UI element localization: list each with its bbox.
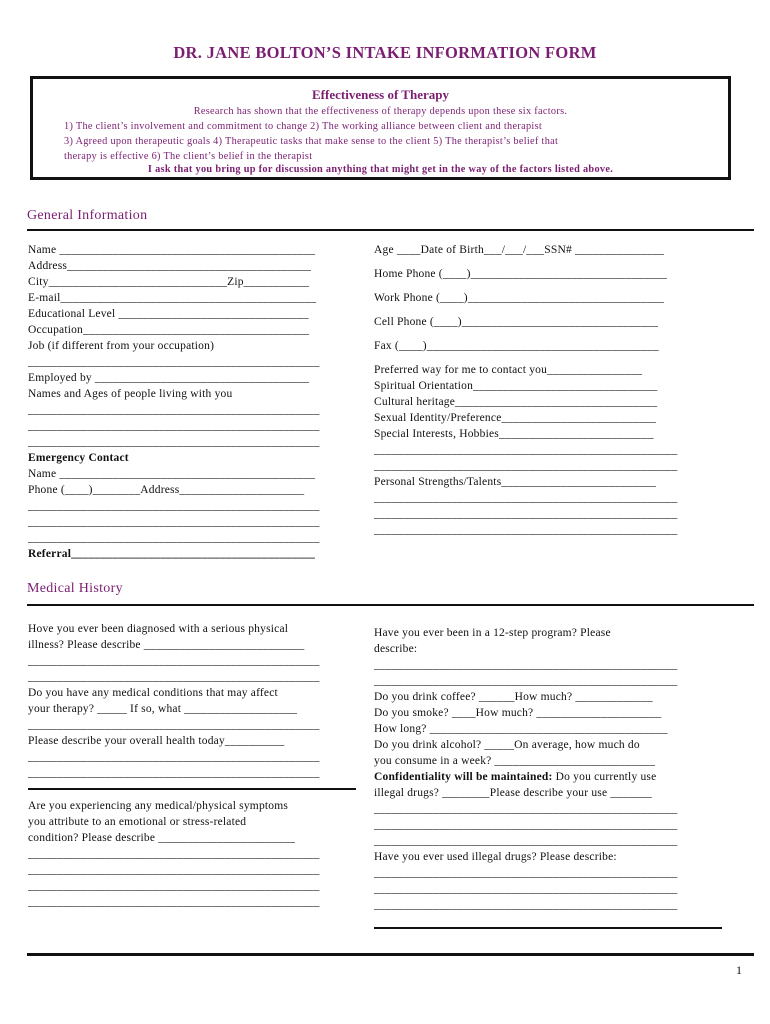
emergency-line[interactable]: _________________________________________________ — [28, 500, 320, 512]
effectiveness-factors-2: 3) Agreed upon therapeutic goals 4) Therapeutic tasks that make sense to the client 5) The therapist’s belief that — [64, 136, 559, 147]
effectiveness-factors-1: 1) The client’s involvement and commitment to change 2) The working alliance between client and therapist — [64, 121, 543, 132]
household-line[interactable]: _________________________________________________ — [28, 436, 320, 448]
smoke-duration-field[interactable]: How long? ________________________________________ — [374, 723, 668, 735]
effectiveness-request: I ask that you bring up for discussion anything that might get in the way of the factors listed above. — [147, 164, 614, 175]
symptoms-question: Are you experiencing any medical/physical symptoms — [28, 800, 289, 812]
symptoms-line[interactable]: _________________________________________________ — [28, 864, 320, 876]
medical-section-rule — [27, 604, 754, 606]
emergency-name-field[interactable]: Name ___________________________________________ — [28, 468, 316, 480]
referral-field[interactable]: Referral_________________________________________ — [28, 548, 316, 560]
effectiveness-box — [30, 76, 731, 180]
name-field[interactable]: Name ___________________________________________ — [28, 244, 316, 256]
symptoms-question-cont: you attribute to an emotional or stress-related — [28, 816, 247, 828]
serious-illness-line[interactable]: _________________________________________________ — [28, 671, 320, 683]
symptoms-line[interactable]: _________________________________________________ — [28, 880, 320, 892]
illegal-drugs-current-question — [374, 771, 720, 783]
left-divider — [28, 788, 356, 790]
occupation-field[interactable]: Occupation______________________________________ — [28, 324, 310, 336]
emergency-phone-address-field[interactable]: Phone (____)________Address_____________________ — [28, 484, 305, 496]
job-label: Job (if different from your occupation) — [28, 340, 215, 352]
medical-conditions-field[interactable]: your therapy? _____ If so, what ___________________ — [28, 703, 298, 715]
bottom-rule — [27, 953, 754, 956]
illegal-drugs-ever-question: Have you ever used illegal drugs? Please describe: — [374, 851, 617, 863]
strengths-line[interactable]: ___________________________________________________ — [374, 492, 678, 504]
serious-illness-field[interactable]: illness? Please describe ___________________________ — [28, 639, 305, 651]
strengths-line[interactable]: ___________________________________________________ — [374, 524, 678, 536]
interests-line[interactable]: ___________________________________________________ — [374, 460, 678, 472]
strengths-line[interactable]: ___________________________________________________ — [374, 508, 678, 520]
medical-history-heading: Medical History — [27, 581, 123, 596]
home-phone-field[interactable]: Home Phone (____)_________________________________ — [374, 268, 668, 280]
symptoms-field[interactable]: condition? Please describe _______________________ — [28, 832, 296, 844]
serious-illness-question: Hove you ever been diagnosed with a serious physical — [28, 623, 289, 635]
job-field[interactable]: _________________________________________________ — [28, 356, 320, 368]
illegal-drugs-ever-line[interactable]: ___________________________________________________ — [374, 899, 678, 911]
sexual-identity-field[interactable]: Sexual Identity/Preference__________________________ — [374, 412, 657, 424]
illegal-drugs-ever-line[interactable]: ___________________________________________________ — [374, 867, 678, 879]
contact-preference-field[interactable]: Preferred way for me to contact you________________ — [374, 364, 643, 376]
effectiveness-factors-3: therapy is effective 6) The client’s belief in the therapist — [64, 151, 313, 162]
spiritual-orientation-field[interactable]: Spiritual Orientation_______________________________ — [374, 380, 658, 392]
household-line[interactable]: _________________________________________________ — [28, 420, 320, 432]
household-line[interactable]: _________________________________________________ — [28, 404, 320, 416]
overall-health-line[interactable]: _________________________________________________ — [28, 767, 320, 779]
twelve-step-question: Have you ever been in a 12-step program? Please — [374, 627, 611, 639]
illegal-drugs-line[interactable]: ___________________________________________________ — [374, 803, 678, 815]
age-dob-ssn-field[interactable]: Age ____Date of Birth___/___/___SSN# _______________ — [374, 244, 665, 256]
work-phone-field[interactable]: Work Phone (____)_________________________________ — [374, 292, 665, 304]
serious-illness-line[interactable]: _________________________________________________ — [28, 655, 320, 667]
email-field[interactable]: E-mail___________________________________________ — [28, 292, 317, 304]
page-number: 1 — [736, 963, 742, 977]
interests-line[interactable]: ___________________________________________________ — [374, 444, 678, 456]
right-divider — [374, 927, 722, 929]
overall-health-field[interactable]: Please describe your overall health today__________ — [28, 735, 285, 747]
current-drug-use-question: Do you currently use — [552, 771, 657, 783]
city-zip-field[interactable]: City______________________________Zip___________ — [28, 276, 310, 288]
household-label: Names and Ages of people living with you — [28, 388, 233, 400]
effectiveness-heading: Effectiveness of Therapy — [312, 87, 449, 102]
twelve-step-describe-label: describe: — [374, 643, 418, 655]
coffee-field[interactable]: Do you drink coffee? ______How much? _____________ — [374, 691, 653, 703]
address-field[interactable]: Address_________________________________________ — [28, 260, 312, 272]
fax-field[interactable]: Fax (____)_______________________________________ — [374, 340, 659, 352]
medical-conditions-question: Do you have any medical conditions that may affect — [28, 687, 278, 699]
education-field[interactable]: Educational Level ________________________________ — [28, 308, 309, 320]
smoke-field[interactable]: Do you smoke? ____How much? _____________________ — [374, 707, 662, 719]
emergency-line[interactable]: _________________________________________________ — [28, 516, 320, 528]
twelve-step-line[interactable]: ___________________________________________________ — [374, 659, 678, 671]
medical-conditions-line[interactable]: _________________________________________________ — [28, 719, 320, 731]
symptoms-line[interactable]: _________________________________________________ — [28, 848, 320, 860]
effectiveness-intro: Research has shown that the effectiveness of therapy depends upon these six factors. — [193, 106, 568, 117]
overall-health-line[interactable]: _________________________________________________ — [28, 751, 320, 763]
alcohol-field[interactable]: Do you drink alcohol? _____On average, how much do — [374, 739, 640, 751]
twelve-step-line[interactable]: ___________________________________________________ — [374, 675, 678, 687]
general-information-heading: General Information — [27, 208, 148, 223]
illegal-drugs-ever-line[interactable]: ___________________________________________________ — [374, 883, 678, 895]
cell-phone-field[interactable]: Cell Phone (____)_________________________________ — [374, 316, 659, 328]
emergency-line[interactable]: _________________________________________________ — [28, 532, 320, 544]
confidentiality-note: Confidentiality will be maintained: — [374, 771, 553, 783]
form-title: DR. JANE BOLTON’S INTAKE INFORMATION FORM — [173, 43, 597, 62]
cultural-heritage-field[interactable]: Cultural heritage__________________________________ — [374, 396, 658, 408]
alcohol-weekly-field[interactable]: you consume in a week? ___________________________ — [374, 755, 656, 767]
emergency-contact-label: Emergency Contact — [28, 452, 129, 464]
symptoms-line[interactable]: _________________________________________________ — [28, 896, 320, 908]
illegal-drugs-line[interactable]: ___________________________________________________ — [374, 819, 678, 831]
employed-by-field[interactable]: Employed by ____________________________________ — [28, 372, 310, 384]
illegal-drugs-line[interactable]: ___________________________________________________ — [374, 835, 678, 847]
illegal-drugs-current-field[interactable]: illegal drugs? ________Please describe your use _______ — [374, 787, 652, 799]
interests-hobbies-field[interactable]: Special Interests, Hobbies__________________________ — [374, 428, 654, 440]
general-section-rule — [27, 229, 754, 231]
strengths-talents-field[interactable]: Personal Strengths/Talents__________________________ — [374, 476, 657, 488]
